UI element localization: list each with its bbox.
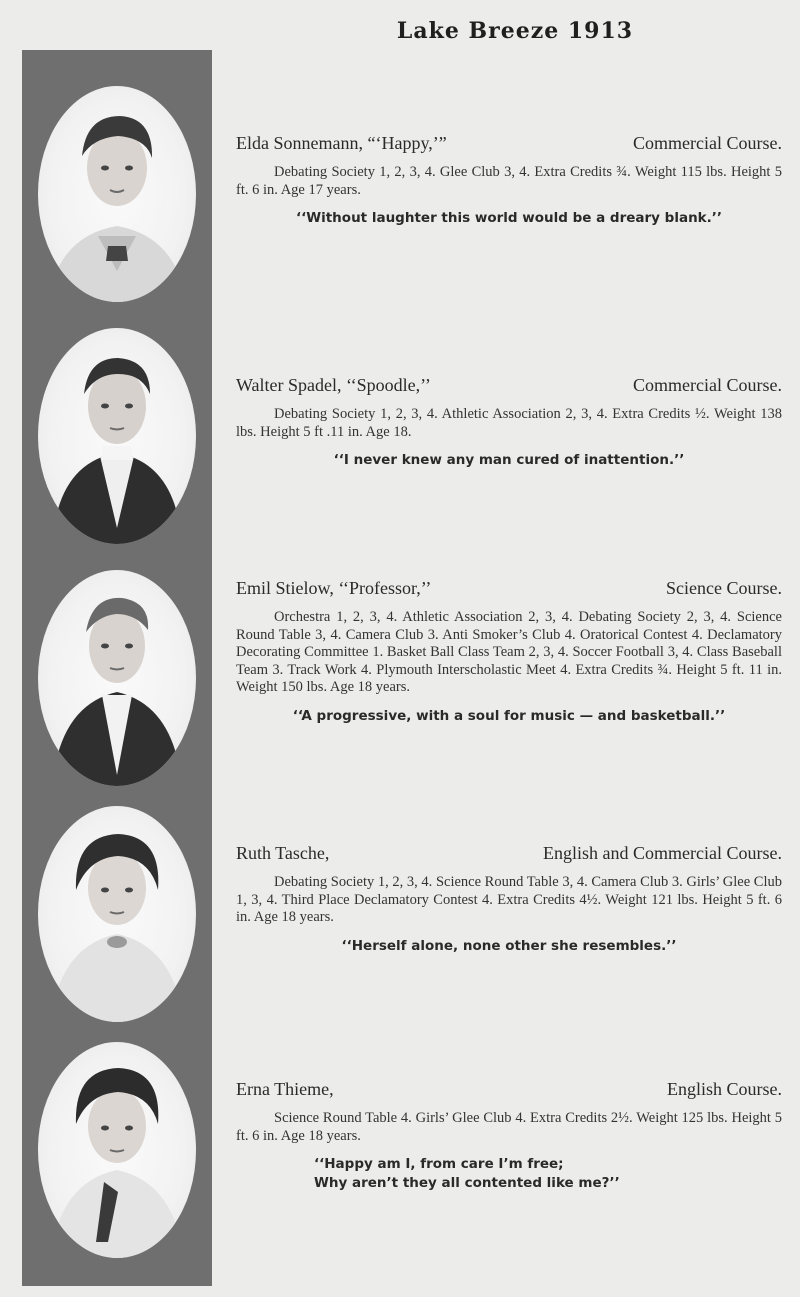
student-quote: ‘‘A progressive, with a soul for music — and basketball.’’	[292, 707, 726, 724]
student-entry	[236, 375, 782, 470]
student-quote-line-1: ‘‘Happy am I, from care I’m free;	[314, 1156, 564, 1172]
page-header	[0, 18, 800, 44]
name-row	[236, 578, 782, 599]
course-name: Commercial Course.	[633, 133, 782, 153]
student-name: Erna Thieme,	[236, 1079, 334, 1099]
name-row	[236, 1079, 782, 1100]
student-quote-line-2: Why aren’t they all contented like me?’’	[314, 1175, 620, 1191]
course-name: Commercial Course.	[633, 375, 782, 395]
student-description: Orchestra 1, 2, 3, 4. Athletic Association 2, 3, 4. Debating Society 2, 3, 4. Science Round Table 3, 4. Camera Club 3. Anti Smoker’s Club 4. Oratorical Contest 4. Declamatory Decorating Committee 1. Basket Ball Class Team 2, 3, 4. Soccer Football 3, 4. Class Baseball Team 3. Track Work 4. Plymouth Interscholastic Meet 4. Extra Credits ¾. Height 5 ft. 11 in. Weight 150 lbs. Age 18 years.	[236, 609, 782, 695]
page-title: Lake Breeze 1913	[396, 18, 634, 44]
student-quote: ‘‘Without laughter this world would be a dreary blank.’’	[295, 210, 723, 226]
student-name: Walter Spadel, ‘‘Spoodle,’’	[236, 375, 431, 395]
course-name: English and Commercial Course.	[543, 843, 782, 863]
student-name: Elda Sonnemann, “‘Happy,’”	[236, 133, 447, 153]
portrait-photo	[38, 86, 196, 302]
student-entry	[236, 578, 782, 726]
name-row	[236, 133, 782, 154]
student-entry	[236, 843, 782, 956]
student-description: Debating Society 1, 2, 3, 4. Athletic Association 2, 3, 4. Extra Credits ½. Weight 138 lbs. Height 5 ft .11 in. Age 18.	[236, 406, 782, 440]
portrait-photo	[38, 806, 196, 1022]
student-entry	[236, 133, 782, 228]
student-quote: ‘‘I never knew any man cured of inattention.’’	[333, 452, 685, 468]
student-description: Debating Society 1, 2, 3, 4. Glee Club 3, 4. Extra Credits ¾. Weight 115 lbs. Height 5 ft. 6 in. Age 17 years.	[236, 164, 782, 198]
student-description: Debating Society 1, 2, 3, 4. Science Round Table 3, 4. Camera Club 3. Girls’ Glee Club 1, 3, 4. Third Place Declamatory Contest 4. Extra Credits 4½. Weight 121 lbs. Height 5 ft. 6 in. Age 18 years.	[236, 874, 782, 925]
portrait-photo	[38, 1042, 196, 1258]
student-entry	[236, 1079, 782, 1193]
course-name: Science Course.	[666, 578, 782, 598]
portrait-photo	[38, 328, 196, 544]
portrait-photo	[38, 570, 196, 786]
name-row	[236, 375, 782, 396]
student-description: Science Round Table 4. Girls’ Glee Club 4. Extra Credits 2½. Weight 125 lbs. Height 5 ft. 6 in. Age 18 years.	[236, 1110, 782, 1144]
student-name: Ruth Tasche,	[236, 843, 330, 863]
student-quote: ‘‘Herself alone, none other she resembles.’’	[341, 937, 677, 954]
student-name: Emil Stielow, ‘‘Professor,’’	[236, 578, 432, 598]
course-name: English Course.	[667, 1079, 782, 1099]
name-row	[236, 843, 782, 864]
